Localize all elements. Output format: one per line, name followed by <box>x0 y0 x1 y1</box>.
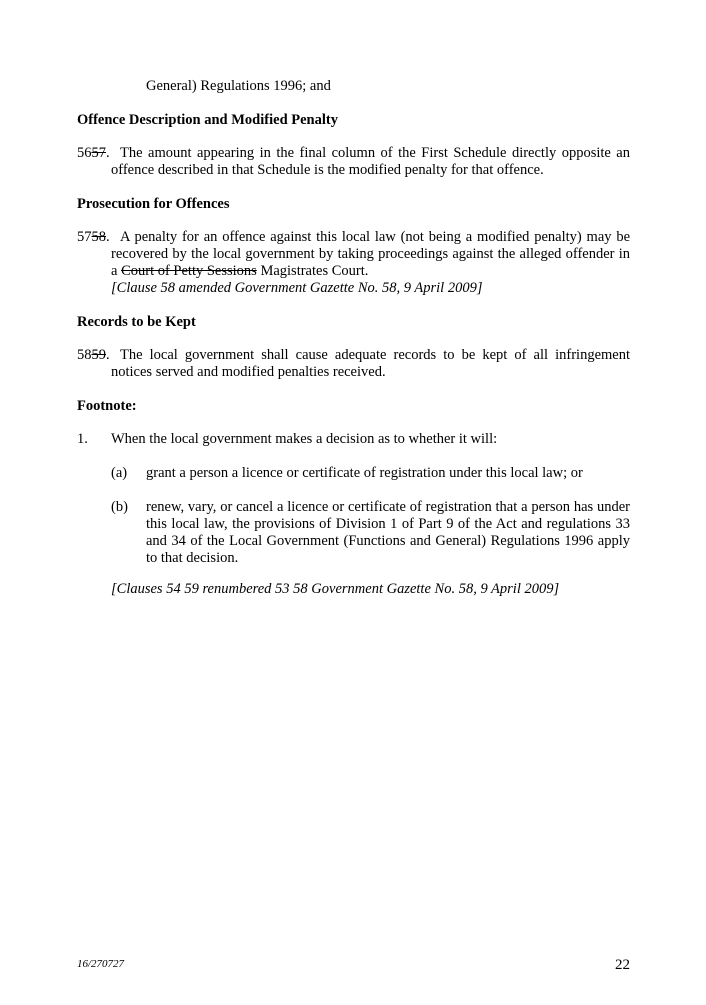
clause-56 <box>77 145 630 179</box>
inserted-text: Magistrates Court. <box>260 263 369 279</box>
section-heading-offence-description: Offence Description and Modified Penalty <box>77 112 338 128</box>
clause-number: 5657. <box>77 145 110 161</box>
clause-number: 5758. <box>77 229 110 245</box>
clause-58 <box>77 347 630 381</box>
renumber-note: [Clauses 54 59 renumbered 53 58 Government Gazette No. 58, 9 April 2009] <box>111 581 560 597</box>
footnote-item-label-b: (b) <box>111 499 128 515</box>
clause-text: The local government shall cause adequate records to be kept of all infringement notices served and modified penalties received. <box>111 347 630 380</box>
document-reference: 16/270727 <box>77 958 125 970</box>
section-heading-prosecution: Prosecution for Offences <box>77 196 230 212</box>
page-number: 22 <box>615 957 630 973</box>
clause-text: A penalty for an offence against this local law (not being a modified penalty) may be recovered by the local government by taking proceedings against the alleged offender in a Court of Petty Sessions Magistrates Court. <box>111 229 630 279</box>
footnote-item-text-b: renew, vary, or cancel a licence or certificate of registration that a person has under this local law, the provisions of Division 1 of Part 9 of the Act and regulations 33 and 34 of the Local Government (Functions and General) Regulations 1996 apply to that decision. <box>146 499 630 566</box>
footnote-heading: Footnote: <box>77 398 137 414</box>
footnote-number: 1. <box>77 431 88 447</box>
clause-57 <box>77 229 630 297</box>
footnote-item-label-a: (a) <box>111 465 128 481</box>
clause-text: The amount appearing in the final column of the First Schedule directly opposite an offence described in that Schedule is the modified penalty for that offence. <box>111 145 630 178</box>
clause-number: 5859. <box>77 347 110 363</box>
section-heading-records: Records to be Kept <box>77 314 196 330</box>
footnote-intro: When the local government makes a decision as to whether it will: <box>111 431 498 447</box>
amendment-note: [Clause 58 amended Government Gazette No. 58, 9 April 2009] <box>111 280 483 296</box>
continuation-line: General) Regulations 1996; and <box>146 78 331 94</box>
deleted-text: Court of Petty Sessions <box>121 263 257 279</box>
footnote-item-text-a: grant a person a licence or certificate of registration under this local law; or <box>146 465 583 481</box>
